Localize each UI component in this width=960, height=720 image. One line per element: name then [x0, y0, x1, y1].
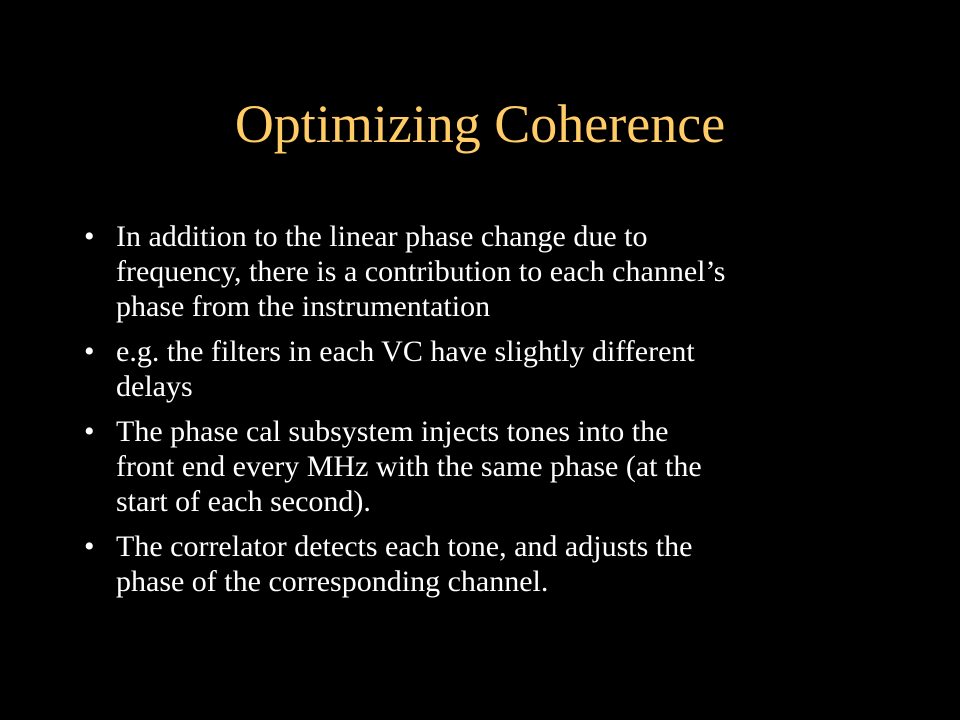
bullet-icon: •: [84, 530, 95, 563]
bullet-item: [84, 529, 884, 599]
bullet-text-line: phase of the corresponding channel.: [116, 565, 549, 598]
bullet-icon: •: [84, 220, 95, 253]
bullet-text-line: The phase cal subsystem injects tones into the: [116, 415, 669, 448]
bullet-text-line: In addition to the linear phase change due to: [116, 220, 648, 253]
bullet-item: [84, 219, 884, 324]
bullet-text-line: e.g. the filters in each VC have slightly different: [116, 335, 695, 368]
bullet-icon: •: [84, 335, 95, 368]
bullet-text-line: The correlator detects each tone, and adjusts the: [116, 530, 693, 563]
slide-title: Optimizing Coherence: [234, 94, 726, 154]
bullet-icon: •: [84, 415, 95, 448]
bullet-text-line: frequency, there is a contribution to each channel’s: [116, 255, 726, 288]
bullet-text-line: phase from the instrumentation: [116, 290, 491, 323]
bullet-list: [84, 219, 884, 609]
bullet-text-line: front end every MHz with the same phase (at the: [116, 450, 702, 483]
bullet-text-line: delays: [116, 370, 193, 403]
bullet-item: [84, 334, 884, 404]
bullet-item: [84, 414, 884, 519]
bullet-text-line: start of each second).: [116, 485, 371, 518]
